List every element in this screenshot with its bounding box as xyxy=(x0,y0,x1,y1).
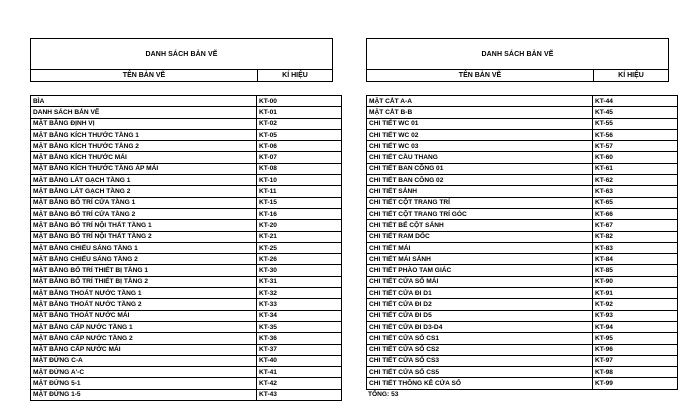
drawing-name: DANH SÁCH BẢN VẼ xyxy=(31,107,257,118)
drawing-code: KT-06 xyxy=(257,141,342,152)
drawing-code: KT-02 xyxy=(257,118,342,129)
drawing-code: KT-83 xyxy=(593,242,678,253)
drawing-code: KT-32 xyxy=(257,288,342,299)
drawing-name: MẶT BẰNG THOÁT NƯỚC TẦNG 2 xyxy=(31,299,257,310)
table-row xyxy=(31,208,342,219)
drawing-code: KT-62 xyxy=(593,175,678,186)
drawing-name: CHI TIẾT CỬA SỔ MÁI xyxy=(367,276,593,287)
drawing-code: KT-67 xyxy=(593,220,678,231)
drawing-name: MẶT ĐỨNG C-A xyxy=(31,355,257,366)
drawing-code: KT-11 xyxy=(257,186,342,197)
drawing-name: MẶT BẰNG KÍCH THƯỚC TẦNG ÁP MÁI xyxy=(31,163,257,174)
drawing-name: MẶT ĐỨNG 1-5 xyxy=(31,389,257,400)
drawing-name: CHI TIẾT CỬA ĐI D2 xyxy=(367,299,593,310)
drawing-code: KT-26 xyxy=(257,254,342,265)
table-header xyxy=(366,38,669,82)
drawing-name: MẶT ĐỨNG 5-1 xyxy=(31,378,257,389)
drawing-code: KT-94 xyxy=(593,321,678,332)
column-header-name: TÊN BẢN VẼ xyxy=(367,70,594,81)
drawing-code: KT-61 xyxy=(593,163,678,174)
drawing-code: KT-60 xyxy=(593,152,678,163)
table-row xyxy=(367,220,678,231)
drawing-name: MẶT BẰNG THOÁT NƯỚC MÁI xyxy=(31,310,257,321)
drawing-code: KT-92 xyxy=(593,299,678,310)
table-header xyxy=(30,38,333,82)
drawing-code: KT-82 xyxy=(593,231,678,242)
drawing-code: KT-16 xyxy=(257,208,342,219)
table-row xyxy=(31,321,342,332)
drawing-name: CHI TIẾT MÁI SẢNH xyxy=(367,254,593,265)
total-count: TỔNG: 53 xyxy=(368,391,399,398)
table-row xyxy=(367,129,678,140)
drawing-code: KT-15 xyxy=(257,197,342,208)
table-row xyxy=(367,186,678,197)
drawing-name: CHI TIẾT BAN CÔNG 01 xyxy=(367,163,593,174)
drawing-code: KT-95 xyxy=(593,333,678,344)
drawing-name: MẶT BẰNG CẤP NƯỚC MÁI xyxy=(31,344,257,355)
drawing-code: KT-25 xyxy=(257,242,342,253)
drawing-name: MẶT BẰNG CẤP NƯỚC TẦNG 1 xyxy=(31,321,257,332)
drawing-code: KT-42 xyxy=(257,378,342,389)
table-row xyxy=(31,152,342,163)
drawing-table xyxy=(366,95,678,390)
table-row xyxy=(31,310,342,321)
table-row xyxy=(367,288,678,299)
table-row xyxy=(31,231,342,242)
drawing-name: MẶT BẰNG CHIẾU SÁNG TẦNG 2 xyxy=(31,254,257,265)
table-row xyxy=(367,96,678,107)
drawing-name: MẶT BẰNG LÁT GẠCH TẦNG 1 xyxy=(31,175,257,186)
drawing-name: MẶT BẰNG KÍCH THƯỚC TẦNG 1 xyxy=(31,129,257,140)
drawing-name: MẶT ĐỨNG A'-C xyxy=(31,367,257,378)
drawing-code: KT-99 xyxy=(593,378,678,389)
drawing-name: CHI TIẾT THÔNG KÊ CỬA SỔ xyxy=(367,378,593,389)
drawing-code: KT-20 xyxy=(257,220,342,231)
drawing-name: MẶT BẰNG BỐ TRÍ CỬA TẦNG 2 xyxy=(31,208,257,219)
drawing-code: KT-33 xyxy=(257,299,342,310)
drawing-code: KT-97 xyxy=(593,355,678,366)
drawing-code: KT-41 xyxy=(257,367,342,378)
table-row xyxy=(367,242,678,253)
drawing-table xyxy=(30,95,342,401)
drawing-name: CHI TIẾT CỬA SỔ CS3 xyxy=(367,355,593,366)
drawing-code: KT-01 xyxy=(257,107,342,118)
drawing-name: CHI TIẾT CỬA SỔ CS5 xyxy=(367,367,593,378)
drawing-code: KT-36 xyxy=(257,333,342,344)
drawing-code: KT-40 xyxy=(257,355,342,366)
drawing-name: MẶT CẮT B-B xyxy=(367,107,593,118)
drawing-name: CHI TIẾT BỂ CỘT SẢNH xyxy=(367,220,593,231)
table-row xyxy=(31,333,342,344)
drawing-list-right xyxy=(366,38,669,398)
drawing-name: CHI TIẾT WC 01 xyxy=(367,118,593,129)
table-row xyxy=(367,163,678,174)
table-row xyxy=(31,378,342,389)
drawing-name: MẶT BẰNG BỐ TRÍ THIẾT BỊ TẦNG 2 xyxy=(31,276,257,287)
drawing-code: KT-91 xyxy=(593,288,678,299)
table-row xyxy=(367,378,678,389)
drawing-code: KT-96 xyxy=(593,344,678,355)
table-row xyxy=(31,186,342,197)
drawing-code: KT-93 xyxy=(593,310,678,321)
drawing-name: MẶT BẰNG BỐ TRÍ THIẾT BỊ TẦNG 1 xyxy=(31,265,257,276)
drawing-name: CHI TIẾT CỬA SỔ CS1 xyxy=(367,333,593,344)
drawing-code: KT-56 xyxy=(593,129,678,140)
table-row xyxy=(367,152,678,163)
drawing-code: KT-66 xyxy=(593,208,678,219)
table-row xyxy=(367,141,678,152)
table-row xyxy=(31,355,342,366)
drawing-code: KT-37 xyxy=(257,344,342,355)
drawing-name: CHI TIẾT CẦU THANG xyxy=(367,152,593,163)
drawing-name: MẶT BẰNG KÍCH THƯỚC MÁI xyxy=(31,152,257,163)
drawing-name: CHI TIẾT CỬA ĐI D5 xyxy=(367,310,593,321)
drawing-name: CHI TIẾT MÁI xyxy=(367,242,593,253)
drawing-code: KT-30 xyxy=(257,265,342,276)
table-title: DANH SÁCH BẢN VẼ xyxy=(31,39,332,70)
drawing-name: CHI TIẾT CỘT TRANG TRÍ xyxy=(367,197,593,208)
drawing-code: KT-08 xyxy=(257,163,342,174)
drawing-name: CHI TIẾT WC 03 xyxy=(367,141,593,152)
drawing-code: KT-00 xyxy=(257,96,342,107)
table-row xyxy=(31,254,342,265)
table-row xyxy=(367,107,678,118)
table-row xyxy=(31,344,342,355)
column-headers xyxy=(31,70,332,81)
column-header-code: KÍ HIỆU xyxy=(282,72,308,79)
drawing-code: KT-07 xyxy=(257,152,342,163)
column-header-code: KÍ HIỆU xyxy=(618,72,644,79)
drawing-list-left xyxy=(30,38,333,399)
drawing-code: KT-05 xyxy=(257,129,342,140)
drawing-name: CHI TIẾT RAM DỐC xyxy=(367,231,593,242)
drawing-name: MẶT BẰNG CHIẾU SÁNG TẦNG 1 xyxy=(31,242,257,253)
drawing-name: CHI TIẾT SẢNH xyxy=(367,186,593,197)
table-row xyxy=(367,276,678,287)
drawing-code: KT-85 xyxy=(593,265,678,276)
drawing-code: KT-43 xyxy=(257,389,342,400)
drawing-name: CHI TIẾT CỬA ĐI D1 xyxy=(367,288,593,299)
drawing-name: MẶT BẰNG LÁT GẠCH TẦNG 2 xyxy=(31,186,257,197)
table-row xyxy=(31,96,342,107)
drawing-code: KT-45 xyxy=(593,107,678,118)
table-row xyxy=(367,265,678,276)
table-row xyxy=(31,242,342,253)
drawing-name: MẶT BẰNG THOÁT NƯỚC TẦNG 1 xyxy=(31,288,257,299)
table-row xyxy=(31,197,342,208)
drawing-name: CHI TIẾT BAN CÔNG 02 xyxy=(367,175,593,186)
drawing-name: MẶT BẰNG CẤP NƯỚC TẦNG 2 xyxy=(31,333,257,344)
column-headers xyxy=(367,70,668,81)
drawing-code: KT-10 xyxy=(257,175,342,186)
table-row xyxy=(31,118,342,129)
table-row xyxy=(367,367,678,378)
drawing-name: BÌA xyxy=(31,96,257,107)
table-row xyxy=(367,321,678,332)
table-row xyxy=(31,389,342,400)
drawing-code: KT-90 xyxy=(593,276,678,287)
table-row xyxy=(367,197,678,208)
column-header-name: TÊN BẢN VẼ xyxy=(31,70,258,81)
table-row xyxy=(367,355,678,366)
table-row xyxy=(367,344,678,355)
drawing-name: CHI TIẾT CỬA ĐI D3-D4 xyxy=(367,321,593,332)
table-row xyxy=(31,288,342,299)
drawing-code: KT-55 xyxy=(593,118,678,129)
table-row xyxy=(31,367,342,378)
drawing-code: KT-44 xyxy=(593,96,678,107)
drawing-name: MẶT BẰNG KÍCH THƯỚC TẦNG 2 xyxy=(31,141,257,152)
drawing-name: CHI TIẾT CỘT TRANG TRÍ GÓC xyxy=(367,208,593,219)
drawing-name: MẶT BẰNG BỐ TRÍ NỘI THẤT TẦNG 2 xyxy=(31,231,257,242)
drawing-code: KT-65 xyxy=(593,197,678,208)
drawing-name: MẶT BẰNG BỐ TRÍ CỬA TẦNG 1 xyxy=(31,197,257,208)
table-row xyxy=(367,118,678,129)
drawing-name: MẶT CẮT A-A xyxy=(367,96,593,107)
table-row xyxy=(31,220,342,231)
table-row xyxy=(367,254,678,265)
table-row xyxy=(367,175,678,186)
drawing-name: CHI TIẾT CỬA SỔ CS2 xyxy=(367,344,593,355)
table-row xyxy=(367,310,678,321)
drawing-code: KT-34 xyxy=(257,310,342,321)
drawing-code: KT-35 xyxy=(257,321,342,332)
drawing-code: KT-98 xyxy=(593,367,678,378)
drawing-name: MẶT BẰNG BỐ TRÍ NỘI THẤT TẦNG 1 xyxy=(31,220,257,231)
drawing-code: KT-84 xyxy=(593,254,678,265)
drawing-code: KT-63 xyxy=(593,186,678,197)
table-row xyxy=(31,107,342,118)
table-row xyxy=(31,276,342,287)
drawing-name: CHI TIẾT PHÀO TAM GIÁC xyxy=(367,265,593,276)
table-row xyxy=(31,129,342,140)
drawing-code: KT-21 xyxy=(257,231,342,242)
table-title: DANH SÁCH BẢN VẼ xyxy=(367,39,668,70)
table-row xyxy=(367,299,678,310)
table-row xyxy=(367,208,678,219)
table-row xyxy=(31,265,342,276)
table-row xyxy=(367,333,678,344)
drawing-code: KT-57 xyxy=(593,141,678,152)
table-row xyxy=(31,299,342,310)
drawing-name: CHI TIẾT WC 02 xyxy=(367,129,593,140)
table-row xyxy=(31,163,342,174)
table-row xyxy=(367,231,678,242)
table-row xyxy=(31,175,342,186)
drawing-code: KT-31 xyxy=(257,276,342,287)
drawing-name: MẶT BẰNG ĐỊNH VỊ xyxy=(31,118,257,129)
table-row xyxy=(31,141,342,152)
